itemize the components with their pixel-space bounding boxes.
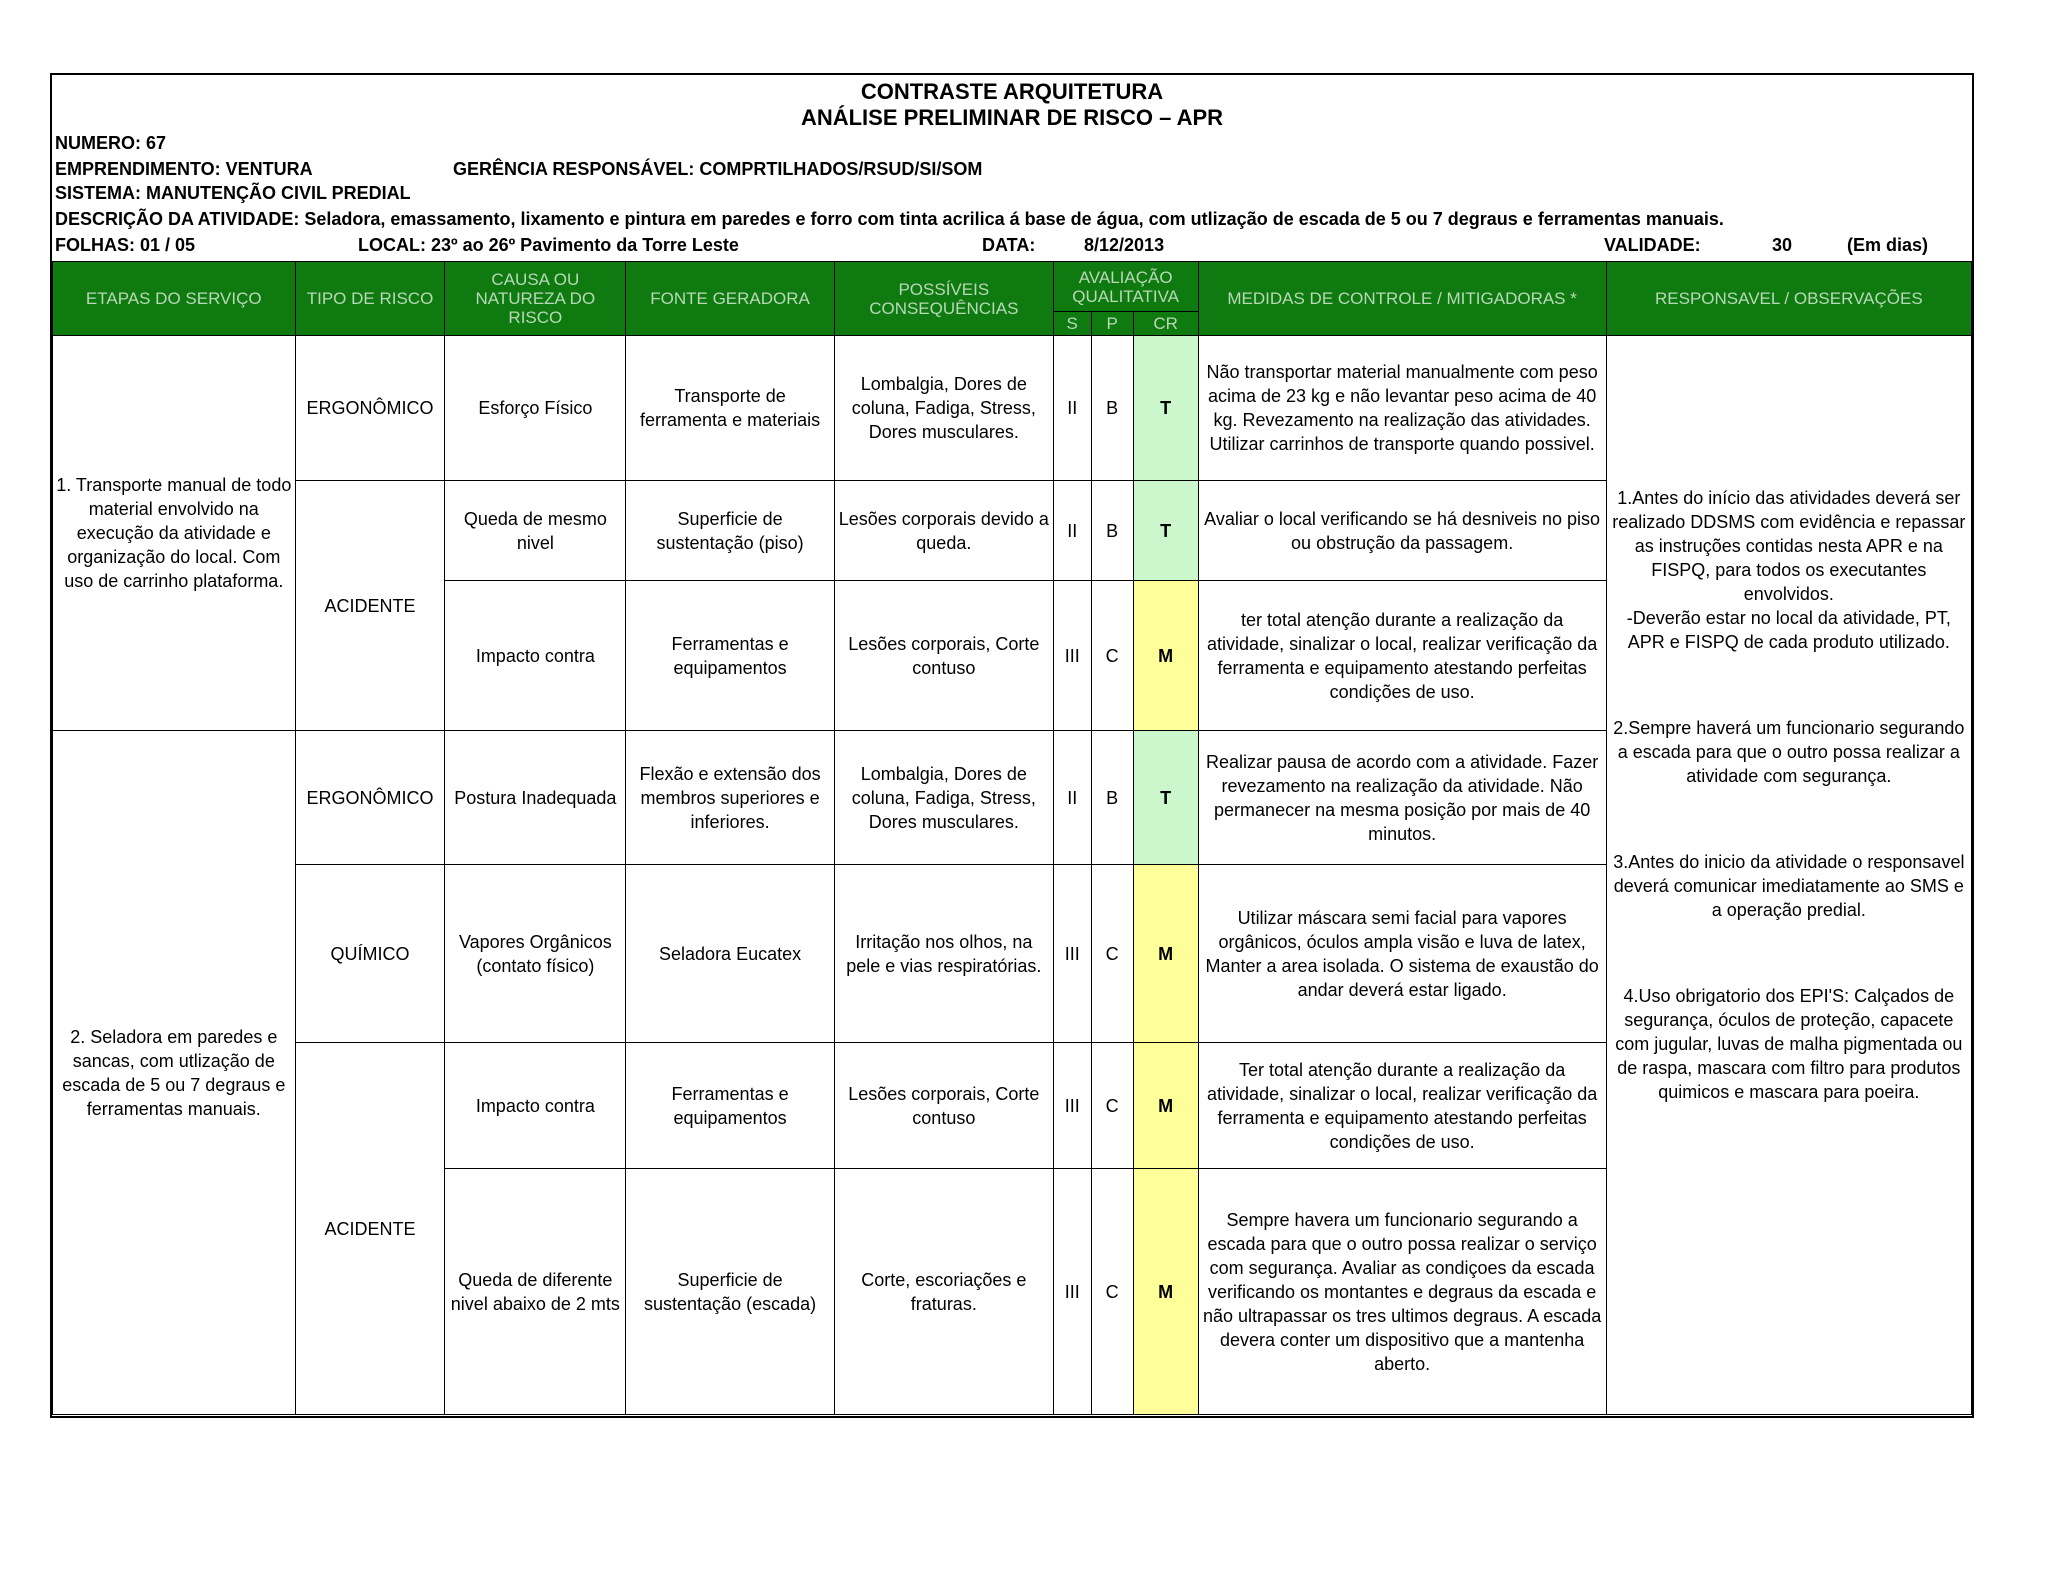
col-header-p: P [1091,312,1133,336]
consequencias-cell: Lombalgia, Dores de coluna, Fadiga, Stress, Dores musculares. [834,336,1053,481]
s-cell: II [1053,481,1091,581]
etapa-cell: 1. Transporte manual de todo material envolvido na execução da atividade e organização do local. Com uso de carrinho plataforma. [53,336,296,731]
consequencias-cell: Irritação nos olhos, na pele e vias respiratórias. [834,865,1053,1043]
causa-cell: Impacto contra [445,581,626,731]
tipo-cell: ERGONÔMICO [295,336,445,481]
descricao-atividade [55,209,1724,230]
consequencias-cell: Lombalgia, Dores de coluna, Fadiga, Stress, Dores musculares. [834,731,1053,865]
p-cell: B [1091,336,1133,481]
table-row [53,336,1972,481]
observacao-1: 1.Antes do início das atividades deverá ser realizado DDSMS com evidência e repassar as instruções contidas nesta APR e na FISPQ, para todos os executantes envolvidos. [1612,488,1966,604]
gerencia: GERÊNCIA RESPONSÁVEL: COMPRTILHADOS/RSUD/SI/SOM [453,159,983,179]
col-header-fonte: FONTE GERADORA [626,262,835,336]
p-cell: C [1091,1169,1133,1415]
causa-cell: Vapores Orgânicos (contato físico) [445,865,626,1043]
descricao-text: Seladora, emassamento, lixamento e pintura em paredes e forro com tinta acrilica á base de água, com utlização de escada de 5 ou 7 degraus e ferramentas manuais. [304,209,1724,229]
col-header-s: S [1053,312,1091,336]
fonte-cell: Transporte de ferramenta e materiais [626,336,835,481]
col-header-tipo: TIPO DE RISCO [295,262,445,336]
col-header-consequencias: POSSÍVEIS CONSEQUÊNCIAS [834,262,1053,336]
numero: NUMERO: 67 [55,133,167,153]
col-header-medidas: MEDIDAS DE CONTROLE / MITIGADORAS * [1198,262,1606,336]
local: LOCAL: 23º ao 26º Pavimento da Torre Leste [358,235,739,255]
etapa-cell: 2. Seladora em paredes e sancas, com utlização de escada de 5 ou 7 degraus e ferramentas manuais. [53,731,296,1415]
validade-label: VALIDADE: [1604,235,1701,255]
observacao-1b: -Deverão estar no local da atividade, PT, APR e FISPQ de cada produto utilizado. [1626,608,1951,652]
consequencias-cell: Lesões corporais devido a queda. [834,481,1053,581]
col-header-etapas: ETAPAS DO SERVIÇO [53,262,296,336]
validade-unit: (Em dias) [1847,235,1929,255]
data-label: DATA: [982,235,1036,255]
cr-cell: M [1133,1169,1198,1415]
s-cell: II [1053,731,1091,865]
apr-document [50,73,1974,1418]
medidas-cell: Avaliar o local verificando se há desniveis no piso ou obstrução da passagem. [1198,481,1606,581]
medidas-cell: Sempre havera um funcionario segurando a escada para que o outro possa realizar o serviço com segurança. Avaliar as condiçoes da escada verificando os montantes e degraus da escada e não ultrapassar os tres ultimos degraus. A escada devera conter um dispositivo que a mantenha aberto. [1198,1169,1606,1415]
cr-cell: T [1133,336,1198,481]
medidas-cell: ter total atenção durante a realização da atividade, sinalizar o local, realizar verificação da ferramenta e equipamento atestando perfeitas condições de uso. [1198,581,1606,731]
company-name: CONTRASTE ARQUITETURA [860,79,1164,104]
p-cell: C [1091,865,1133,1043]
medidas-cell: Utilizar máscara semi facial para vapores orgânicos, óculos ampla visão e luva de latex, Manter a area isolada. O sistema de exaustão do andar deverá estar ligado. [1198,865,1606,1043]
tipo-cell: ACIDENTE [295,481,445,731]
risk-table [52,261,1972,1415]
medidas-cell: Realizar pausa de acordo com a atividade. Fazer revezamento na realização da atividade. Não permanecer na mesma posição por mais de 40 minutos. [1198,731,1606,865]
p-cell: C [1091,1043,1133,1169]
fonte-cell: Ferramentas e equipamentos [626,1043,835,1169]
causa-cell: Queda de mesmo nivel [445,481,626,581]
validade-value: 30 [1772,235,1793,255]
s-cell: II [1053,336,1091,481]
observacao-4: 4.Uso obrigatorio dos EPI'S: Calçados de segurança, óculos de proteção, capacete com jugular, luvas de malha pigmentada ou de raspa, mascara com filtro para produtos quimicos e mascara para poeira. [1615,986,1963,1102]
medidas-cell: Ter total atenção durante a realização da atividade, sinalizar o local, realizar verificação da ferramenta e equipamento atestando perfeitas condições de uso. [1198,1043,1606,1169]
causa-cell: Postura Inadequada [445,731,626,865]
cr-cell: M [1133,865,1198,1043]
col-header-cr: CR [1133,312,1198,336]
fonte-cell: Seladora Eucatex [626,865,835,1043]
s-cell: III [1053,1169,1091,1415]
folhas: FOLHAS: 01 / 05 [55,235,196,255]
col-header-avaliacao: AVALIAÇÃO QUALITATIVA [1053,262,1198,312]
observacoes-cell [1606,336,1971,1415]
col-header-responsavel: RESPONSAVEL / OBSERVAÇÕES [1606,262,1971,336]
cr-cell: T [1133,731,1198,865]
s-cell: III [1053,581,1091,731]
p-cell: B [1091,481,1133,581]
consequencias-cell: Lesões corporais, Corte contuso [834,1043,1053,1169]
observacao-2: 2.Sempre haverá um funcionario segurando a escada para que o outro possa realizar a atividade com segurança. [1613,718,1965,786]
cr-cell: M [1133,1043,1198,1169]
fonte-cell: Ferramentas e equipamentos [626,581,835,731]
data-value: 8/12/2013 [1084,235,1165,255]
cr-cell: T [1133,481,1198,581]
empreendimento: EMPRENDIMENTO: VENTURA [55,159,313,179]
consequencias-cell: Lesões corporais, Corte contuso [834,581,1053,731]
fonte-cell: Superficie de sustentação (escada) [626,1169,835,1415]
sistema: SISTEMA: MANUTENÇÃO CIVIL PREDIAL [55,183,411,203]
tipo-cell: QUÍMICO [295,865,445,1043]
causa-cell: Impacto contra [445,1043,626,1169]
medidas-cell: Não transportar material manualmente com peso acima de 23 kg e não levantar peso acima de 40 kg. Revezamento na realização das atividades. Utilizar carrinhos de transporte quando possivel. [1198,336,1606,481]
col-header-causa: CAUSA OU NATUREZA DO RISCO [445,262,626,336]
causa-cell: Queda de diferente nivel abaixo de 2 mts [445,1169,626,1415]
descricao-label: DESCRIÇÃO DA ATIVIDADE: [55,209,300,229]
fonte-cell: Superficie de sustentação (piso) [626,481,835,581]
p-cell: B [1091,731,1133,865]
document-title: ANÁLISE PRELIMINAR DE RISCO – APR [800,105,1224,130]
fonte-cell: Flexão e extensão dos membros superiores e inferiores. [626,731,835,865]
tipo-cell: ERGONÔMICO [295,731,445,865]
consequencias-cell: Corte, escoriações e fraturas. [834,1169,1053,1415]
causa-cell: Esforço Físico [445,336,626,481]
tipo-cell: ACIDENTE [295,1043,445,1415]
p-cell: C [1091,581,1133,731]
document-header [52,75,1972,261]
s-cell: III [1053,1043,1091,1169]
observacao-3: 3.Antes do inicio da atividade o responsavel deverá comunicar imediatamente ao SMS e a operação predial. [1613,852,1965,920]
s-cell: III [1053,865,1091,1043]
cr-cell: M [1133,581,1198,731]
